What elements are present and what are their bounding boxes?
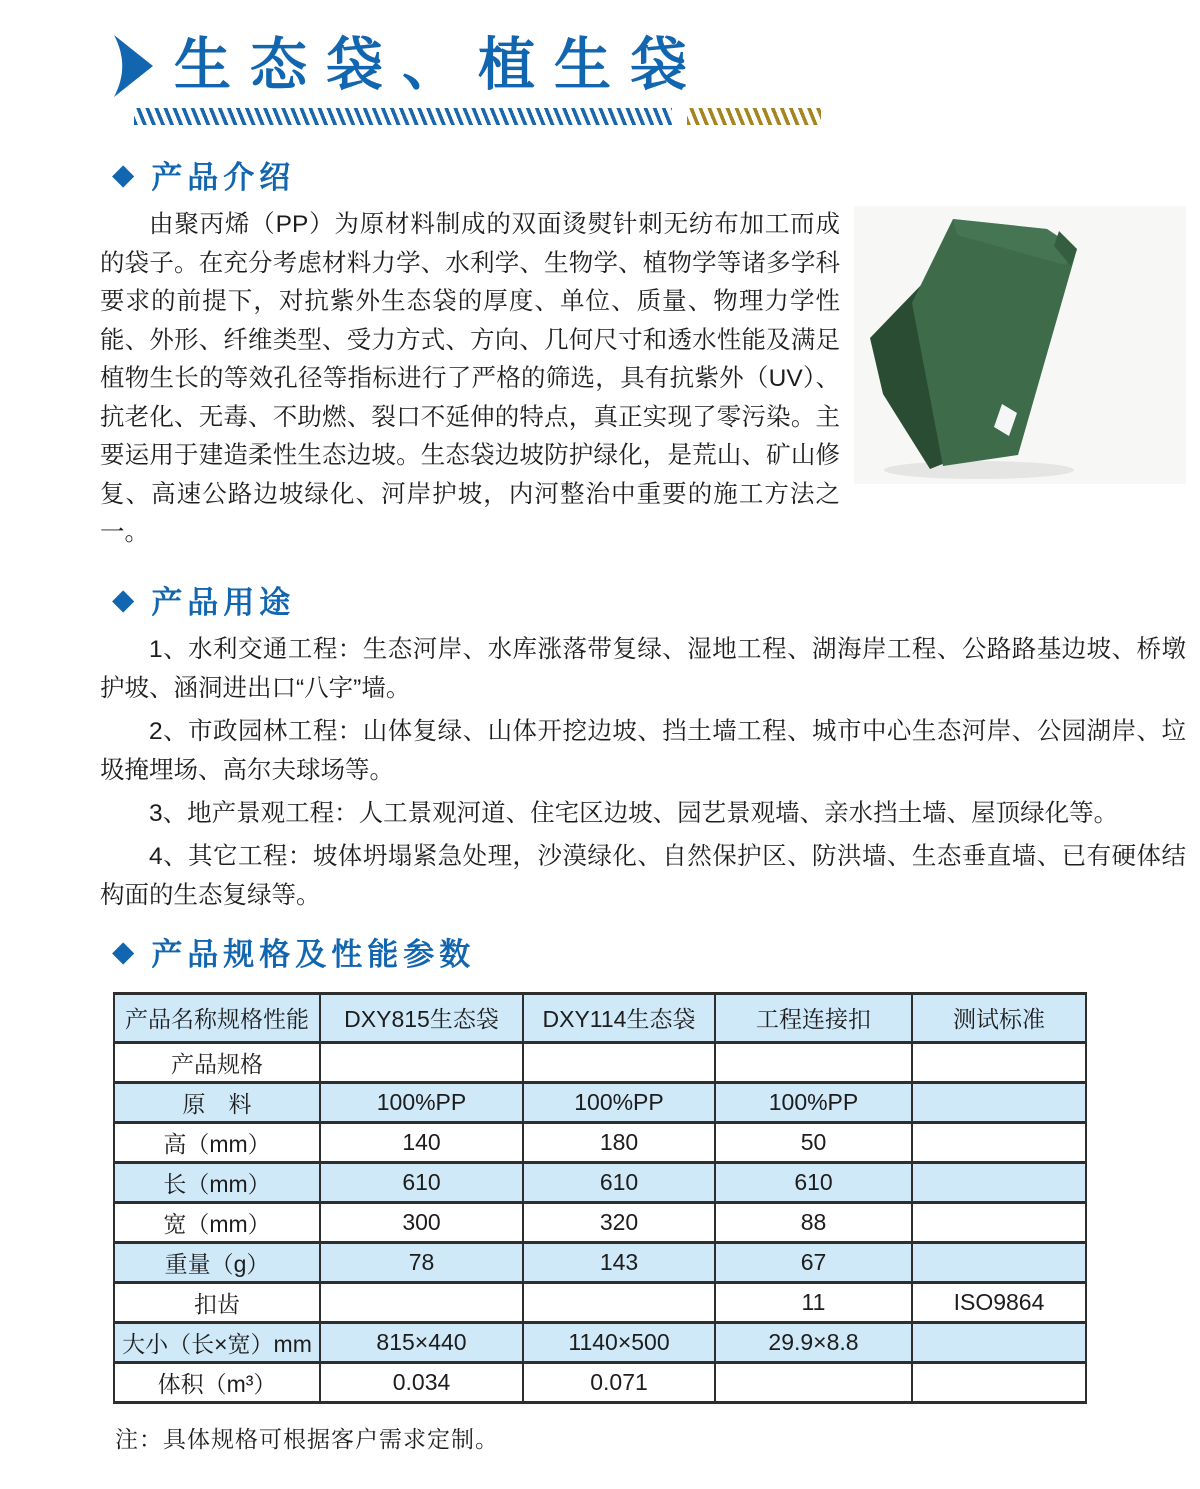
col-header: DXY114生态袋	[523, 993, 715, 1042]
cell	[912, 1042, 1086, 1082]
title-row	[112, 34, 1200, 98]
cell: 78	[320, 1242, 523, 1282]
table-row	[114, 1322, 1086, 1362]
table-row	[114, 1042, 1086, 1082]
cell: 100%PP	[715, 1082, 912, 1122]
cell	[523, 1282, 715, 1322]
cell: 50	[715, 1122, 912, 1162]
product-photo	[854, 206, 1186, 484]
page-header	[0, 0, 1200, 125]
cell	[912, 1242, 1086, 1282]
cell: 100%PP	[320, 1082, 523, 1122]
cell: 0.034	[320, 1362, 523, 1402]
cell: 88	[715, 1202, 912, 1242]
spec-table	[113, 992, 1087, 1404]
spec-table-header-row	[114, 993, 1086, 1042]
use-item: 4、其它工程：坡体坍塌紧急处理，沙漠绿化、自然保护区、防洪墙、生态垂直墙、已有硬体结构面的生态复绿等。	[100, 842, 1186, 909]
intro-heading: 产品介绍	[151, 160, 296, 195]
cell	[320, 1282, 523, 1322]
intro-paragraph: 由聚丙烯（PP）为原材料制成的双面烫熨针刺无纺布加工而成的袋子。在充分考虑材料力学、水利学、生物学、植物学等诸多学科要求的前提下，对抗紫外生态袋的厚度、单位、质量、物理力学性能、外形、纤维类型、受力方式、方向、几何尺寸和透水性能及满足植物生长的等效孔径等指标进行了严格的筛选，具有抗紫外（UV）、抗老化、无毒、不助燃、裂口不延伸的特点，真正实现了零污染。主要运用于建造柔性生态边坡。生态袋边坡防护绿化，是荒山、矿山修复、高速公路边坡绿化、河岸护坡，内河整治中重要的施工方法之一。	[100, 211, 840, 546]
cell: 1140×500	[523, 1322, 715, 1362]
diamond-bullet-icon: ◆	[112, 935, 135, 968]
table-row	[114, 1122, 1086, 1162]
cell: 300	[320, 1202, 523, 1242]
specs-heading: 产品规格及性能参数	[151, 936, 476, 972]
diamond-bullet-icon: ◆	[112, 583, 135, 616]
table-row	[114, 1362, 1086, 1402]
row-label: 宽（mm）	[114, 1202, 320, 1242]
cell: 29.9×8.8	[715, 1322, 912, 1362]
col-header: DXY815生态袋	[320, 993, 523, 1042]
cell: 140	[320, 1122, 523, 1162]
decorative-hatch-line	[134, 108, 1200, 125]
cell: 0.071	[523, 1362, 715, 1402]
cell: 610	[523, 1162, 715, 1202]
row-label: 高（mm）	[114, 1122, 320, 1162]
table-row	[114, 1282, 1086, 1322]
row-label: 长（mm）	[114, 1162, 320, 1202]
hatch-gold-segment	[687, 108, 821, 125]
col-header: 工程连接扣	[715, 993, 912, 1042]
cell	[912, 1162, 1086, 1202]
uses-heading-row	[112, 577, 1200, 622]
table-row	[114, 1162, 1086, 1202]
use-item: 3、地产景观工程：人工景观河道、住宅区边坡、园艺景观墙、亲水挡土墙、屋顶绿化等。	[149, 799, 1119, 827]
specs-heading-row	[112, 929, 1200, 974]
eco-bag-illustration	[854, 206, 1186, 484]
table-row	[114, 1082, 1086, 1122]
row-label: 产品规格	[114, 1042, 320, 1082]
cell: 610	[715, 1162, 912, 1202]
cell	[523, 1042, 715, 1082]
hatch-blue-segment	[134, 108, 672, 125]
page-title: 生态袋、植生袋	[174, 33, 706, 97]
cell: 100%PP	[523, 1082, 715, 1122]
cell	[715, 1042, 912, 1082]
section-product-intro	[0, 152, 1200, 553]
cell	[912, 1082, 1086, 1122]
uses-body	[100, 630, 1186, 915]
row-label: 重量（g）	[114, 1242, 320, 1282]
cell: 67	[715, 1242, 912, 1282]
cell: 180	[523, 1122, 715, 1162]
cell	[912, 1322, 1086, 1362]
section-product-uses	[0, 577, 1200, 915]
table-row	[114, 1202, 1086, 1242]
cell	[715, 1362, 912, 1402]
cell	[912, 1362, 1086, 1402]
table-row	[114, 1242, 1086, 1282]
custom-spec-note: 注：具体规格可根据客户需求定制。	[115, 1425, 499, 1452]
cell	[912, 1122, 1086, 1162]
row-label: 大小（长×宽）mm	[114, 1322, 320, 1362]
col-header: 产品名称规格性能	[114, 993, 320, 1042]
arrow-right-icon	[112, 34, 154, 98]
cell: 320	[523, 1202, 715, 1242]
intro-heading-row	[112, 152, 1200, 197]
use-item: 1、水利交通工程：生态河岸、水库涨落带复绿、湿地工程、湖海岸工程、公路路基边坡、桥墩护坡、涵洞进出口“八字”墙。	[100, 635, 1186, 702]
diamond-bullet-icon: ◆	[112, 159, 135, 191]
row-label: 原 料	[114, 1082, 320, 1122]
cell: 143	[523, 1242, 715, 1282]
cell: 11	[715, 1282, 912, 1322]
section-specs	[0, 929, 1200, 1454]
uses-heading: 产品用途	[151, 584, 296, 620]
cell: 815×440	[320, 1322, 523, 1362]
cell: ISO9864	[912, 1282, 1086, 1322]
row-label: 扣齿	[114, 1282, 320, 1322]
use-item: 2、市政园林工程：山体复绿、山体开挖边坡、挡土墙工程、城市中心生态河岸、公园湖岸、垃圾掩埋场、高尔夫球场等。	[100, 717, 1186, 784]
intro-body	[100, 206, 1186, 553]
cell	[912, 1202, 1086, 1242]
cell: 610	[320, 1162, 523, 1202]
row-label: 体积（m³）	[114, 1362, 320, 1402]
col-header: 测试标准	[912, 993, 1086, 1042]
cell	[320, 1042, 523, 1082]
